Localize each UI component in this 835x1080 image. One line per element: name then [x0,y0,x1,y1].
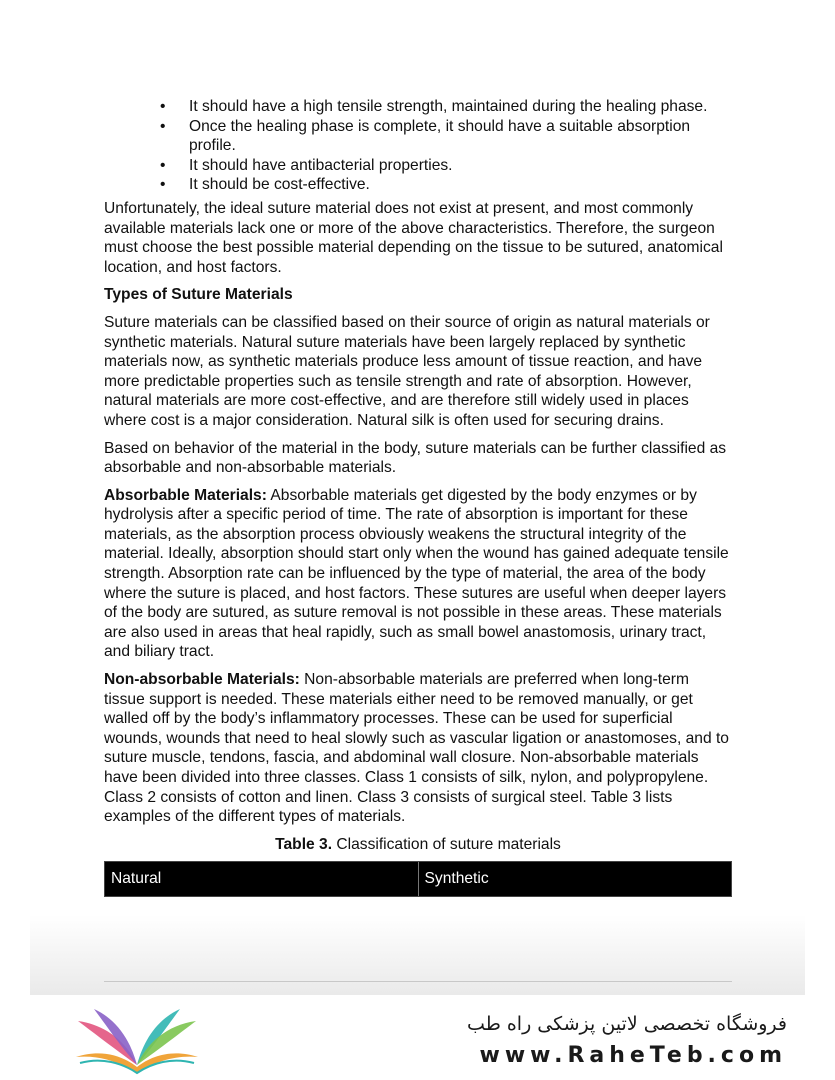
section-heading: Types of Suture Materials [104,286,293,304]
paragraph-types: Suture materials can be classified based on their source of origin as natural materials or synthetic materials. Natural suture materials have been largely replaced by synthetic materials now, as synthetic materials produce less amount of tissue reaction, and have more predictable properties such as tensile strength and rate of absorption. However, natural materials are more cost-effective, and are therefore still widely used in places where cost is a major consideration. Natural silk is often used for securing drains. [104,313,710,429]
absorbable-lead: Absorbable Materials: [104,486,267,504]
table-header-synthetic: Synthetic [418,862,732,896]
paragraph-nonabsorbable [104,670,732,827]
requirements-list [104,97,732,195]
paragraph-absorbable [104,486,732,662]
absorbable-text: Absorbable materials get digested by the body enzymes or by hydrolysis after a specific period of time. The rate of absorption is important for these materials, as the absorption process obviously weakens the structural integrity of the material. Ideally, absorption should start only when the wound has gained adequate tensile strength. Absorption rate can be influenced by the type of material, the area of the body where the suture is placed, and host factors. These sutures are useful when deeper layers of the body are sutured, as suture removal is not possible in these areas. These materials are also used in areas that heal rapidly, such as small bowel anastomosis, urinary tract, and biliary tract. [104,486,729,661]
page-content [104,97,732,897]
paragraph-unfortunately: Unfortunately, the ideal suture material does not exist at present, and most commonly available materials lack one or more of the above characteristics. Therefore, the surgeon must choose the best possible material depending on the tissue to be sutured, anatomical location, and host factors. [104,199,723,276]
list-item: • It should have antibacterial properties. [160,156,453,174]
bullet-icon: • [160,156,166,174]
open-book-logo-icon [72,1003,202,1075]
page-fade-overlay [30,915,805,995]
paragraph-behavior: Based on behavior of the material in the body, suture materials can be further classified as absorbable and non-absorbable materials. [104,439,727,477]
bullet-icon: • [160,176,166,194]
bullet-icon: • [160,98,166,115]
brand-url: www.RaheTeb.com [479,1043,787,1068]
nonabsorbable-lead: Non-absorbable Materials: [104,671,300,689]
list-item: • It should be cost-effective. [160,176,370,194]
brand-persian-name: فروشگاه تخصصی لاتین پزشکی راه طب [467,1013,787,1035]
footer-banner [0,995,835,1080]
list-item: • It should have a high tensile strength, maintained during the healing phase. [160,98,708,115]
table-caption-text: Classification of suture materials [332,835,561,853]
table-caption-label: Table 3. [275,835,333,853]
table-caption [104,835,732,855]
nonabsorbable-text: Non-absorbable materials are preferred when long-term tissue support is needed. These materials either need to be removed manually, or get walled off by the body’s inflammatory processes. These can be used for superficial wounds, wounds that need to heal slowly such as vascular ligation or anastomoses, and to suture muscle, tendons, fascia, and abdominal wall closure. Non-absorbable materials have been divided into three classes. Class 1 consists of silk, nylon, and polypropylene. Class 2 consists of cotton and linen. Class 3 consists of surgical steel. Table 3 lists examples of the different types of materials. [104,671,729,826]
footer-divider [104,981,732,982]
table-header-natural: Natural [111,870,162,888]
bullet-icon: • [160,117,166,135]
table-header-row [104,861,732,897]
list-item: • Once the healing phase is complete, it should have a suitable absorption profile. [160,117,691,155]
